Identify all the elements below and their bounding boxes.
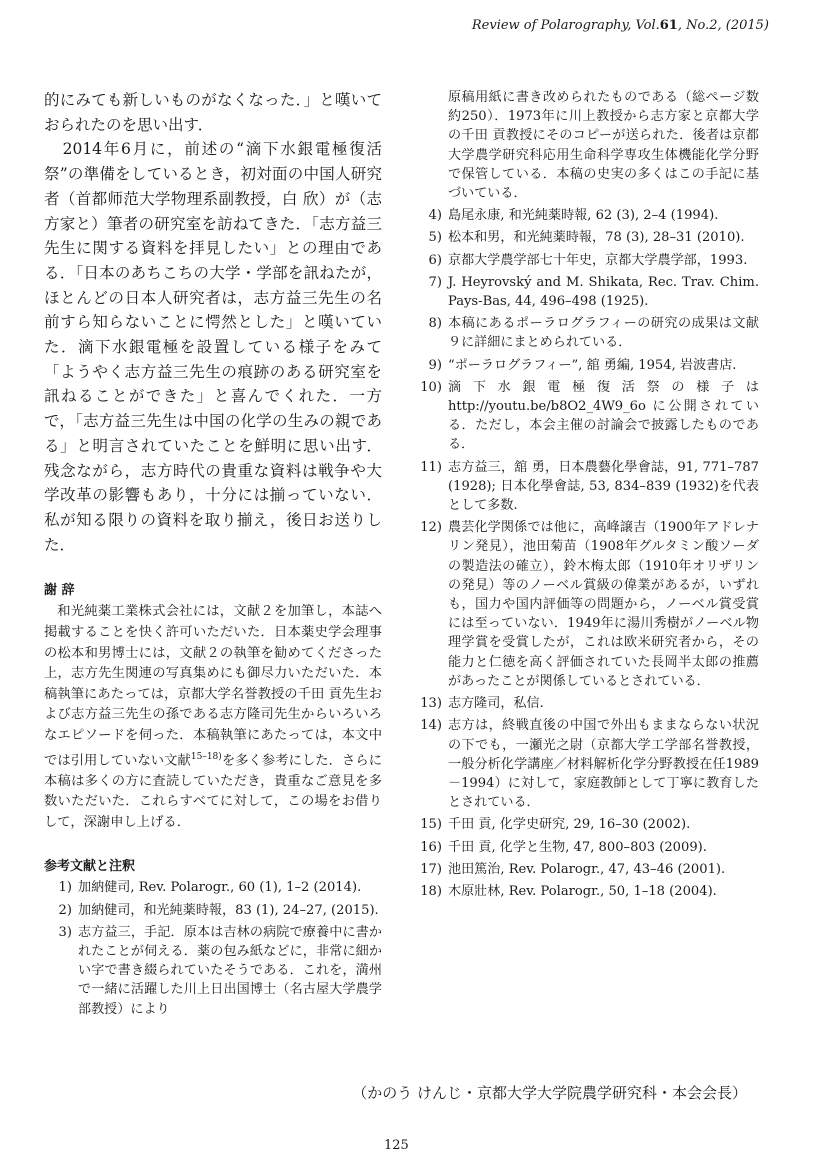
reference-text: 農芸化学関係では他に，高峰譲吉（1900年アドレナリン発見），池田菊苗（1908年グルタミン酸ソーダの製造法の確立），鈴木梅太郎（1910年オリザリンの発見）等のノーベル賞級の偉業があるが，いずれも，国力や国内評価等の問題から，ノーベル賞受賞には至っていない．1949年に湯川秀樹がノーベル物理学賞を受賞したが，これは欧米研究者から，その能力と仁徳を高く評価されていた長岡半太郎の推薦があったことが関係しているとされている． [448, 520, 759, 689]
reference-number: 16) [420, 839, 442, 855]
reference-number: 1) [58, 880, 72, 896]
reference-text: 志方益三，舘 勇，日本農藝化學會誌，91, 771–787 (1928); 日本化學會誌, 53, 834–839 (1932)を代表として多数. [448, 459, 759, 514]
running-header [472, 18, 769, 33]
references-list-right [414, 88, 759, 901]
journal-issue: , No.2, (2015) [677, 18, 769, 33]
reference-item [414, 88, 759, 203]
reference-item [414, 838, 759, 857]
reference-number: 17) [420, 861, 442, 877]
right-column [414, 88, 759, 904]
reference-number: 3) [58, 924, 72, 940]
reference-text: 志方は，終戦直後の中国で外出もままならない状況の下でも，一瀬光之尉（京都大学工学部名誉教授，一般分析化学講座／材料解析化学分野教授在任1989－1994）に対して，家庭教師として丁寧に教育したとされている． [448, 718, 759, 811]
reference-item [414, 518, 759, 691]
reference-text: 池田篤治, Rev. Polarogr., 47, 43–46 (2001). [448, 861, 726, 877]
reference-text: 京都大学農学部七十年史，京都大学農学部，1993. [448, 252, 748, 268]
reference-text: 島尾永康, 和光純薬時報, 62 (3), 2–4 (1994). [448, 208, 719, 224]
reference-number: 12) [420, 520, 442, 536]
reference-number [414, 88, 448, 203]
reference-text: 千田 貢, 化学と生物, 47, 800–803 (2009). [448, 839, 707, 855]
reference-number: 2) [58, 902, 72, 918]
reference-text: J. Heyrovský and M. Shikata, Rec. Trav. Chim. Pays-Bas, 44, 496–498 (1925). [448, 274, 759, 310]
reference-item [414, 882, 759, 901]
reference-text: 原稿用紙に書き改められたものである（総ページ数約250）．1973年に川上教授から志方家と京都大学の千田 貢教授にそのコピーが送られた．後者は京都大学農学研究科応用生命科学専攻生体機能化学分野で保管している．本稿の史実の多くはこの手記に基づいている． [448, 90, 759, 202]
reference-item [44, 878, 382, 897]
reference-item [414, 378, 759, 455]
reference-number: 11) [420, 459, 442, 475]
reference-item [414, 860, 759, 879]
body-paragraph-1: 的にみても新しいものがなくなった．」と嘆いておられたのを思い出す． [44, 91, 382, 134]
reference-item [414, 356, 759, 375]
journal-volume: 61 [659, 18, 678, 33]
reference-item [414, 251, 759, 270]
reference-number: 5) [428, 230, 442, 246]
reference-item [414, 458, 759, 516]
reference-text: 志方益三，手記．原本は吉林の病院で療養中に書かれたことが伺える．薬の包み紙などに，非常に細かい字で書き綴られていたそうである．これを，満州で一緒に活躍した川上日出国博士（名古屋大学農学部教授）により [78, 924, 382, 1017]
reference-number: 8) [428, 316, 442, 332]
journal-name: Review of Polarography [471, 18, 628, 33]
reference-number: 4) [428, 208, 442, 224]
reference-text: 松本和男，和光純薬時報，78 (3), 28–31 (2010). [448, 230, 745, 246]
reference-number: 14) [420, 718, 442, 734]
reference-number: 13) [420, 696, 442, 712]
acknowledgement-heading: 謝 辞 [44, 583, 75, 599]
reference-number: 9) [428, 357, 442, 373]
reference-item [44, 923, 382, 1019]
reference-number: 6) [428, 252, 442, 268]
reference-text: 加納健司，和光純薬時報，83 (1), 24–27, (2015). [78, 902, 379, 918]
reference-item [414, 314, 759, 352]
reference-number: 10) [420, 379, 442, 395]
left-column [44, 88, 382, 1022]
reference-item [414, 273, 759, 311]
reference-number: 18) [420, 883, 442, 899]
ack-citation: 15–18) [190, 751, 222, 762]
reference-text: 本稿にあるポーラログラフィーの研究の成果は文献９に詳細にまとめられている． [448, 316, 759, 351]
reference-item [414, 716, 759, 812]
reference-text: “ポーラログラフィー”, 舘 勇編, 1954, 岩波書店. [448, 357, 737, 373]
reference-text: 志方隆司，私信. [448, 696, 544, 712]
reference-number: 15) [420, 817, 442, 833]
references-heading: 参考文献と注釈 [44, 859, 136, 875]
reference-item [44, 901, 382, 920]
ack-text-a: 和光純薬工業株式会社には，文献２を加筆し，本誌へ掲載することを快く許可いただいた．日本薬史学会理事の松本和男博士には，文献２の執筆を勧めてくださった上，志方先生関連の写真集めにも御尽力いただいた．本稿執筆にあたっては，京都大学名誉教授の千田 貢先生および志方益三先生の孫である志方隆司先生からいろいろなエピソードを伺った．本稿執筆にあたっては，本文中では引用していない文献 [44, 604, 382, 768]
references-list-left [44, 878, 382, 1018]
reference-item [414, 815, 759, 834]
page-number: 125 [384, 1138, 409, 1153]
reference-item [414, 694, 759, 713]
acknowledgement-text [44, 602, 382, 833]
reference-item [414, 206, 759, 225]
author-affiliation: （かのう けんじ・京都大学大学院農学研究科・本会会長） [352, 1084, 747, 1102]
reference-text: 加納健司, Rev. Polarogr., 60 (1), 1–2 (2014). [78, 880, 362, 896]
body-paragraph-2: 2014年6月に，前述の“滴下水銀電極復活祭”の準備をしているとき，初対面の中国人研究者（首都师范大学物理系副教授，白 欣）が（志方家と）筆者の研究室を訪ねてきた．「志方益三先生に関する資料を拝見したい」との理由である．「日本のあちこちの大学・学部を訊ねたが，ほとんどの日本人研究者は，志方益三先生の名前すら知らないことに愕然とした」と嘆いていた．滴下水銀電極を設置している様子をみて「ようやく志方益三先生の痕跡のある研究室を訊ねることができた」と喜んでくれた．一方で，「志方益三先生は中国の化学の生みの親である」と明言されていたことを鮮明に思い出す．残念ながら，志方時代の貴重な資料は戦争や大学改革の影響もあり，十分には揃っていない．私が知る限りの資料を取り揃え，後日お送りした． [44, 140, 382, 554]
reference-text: 千田 貢, 化学史研究, 29, 16–30 (2002). [448, 817, 691, 833]
reference-number: 7) [428, 274, 442, 290]
reference-text: 滴下水銀電極復活祭の様子は http://youtu.be/b8O2_4W9_6o に公開されている．ただし，本会主催の討論会で披露したものである． [448, 379, 759, 453]
journal-vol-label: , Vol. [627, 18, 660, 33]
ack-text-b: を多く参考にした．さらに本稿は多くの方に査読していただき，貴重なご意見を多数いただいた．これらすべてに対して，この場をお借りして，深謝申し上げる． [44, 752, 383, 830]
reference-text: 木原壯林, Rev. Polarogr., 50, 1–18 (2004). [448, 883, 717, 899]
reference-item [414, 228, 759, 247]
